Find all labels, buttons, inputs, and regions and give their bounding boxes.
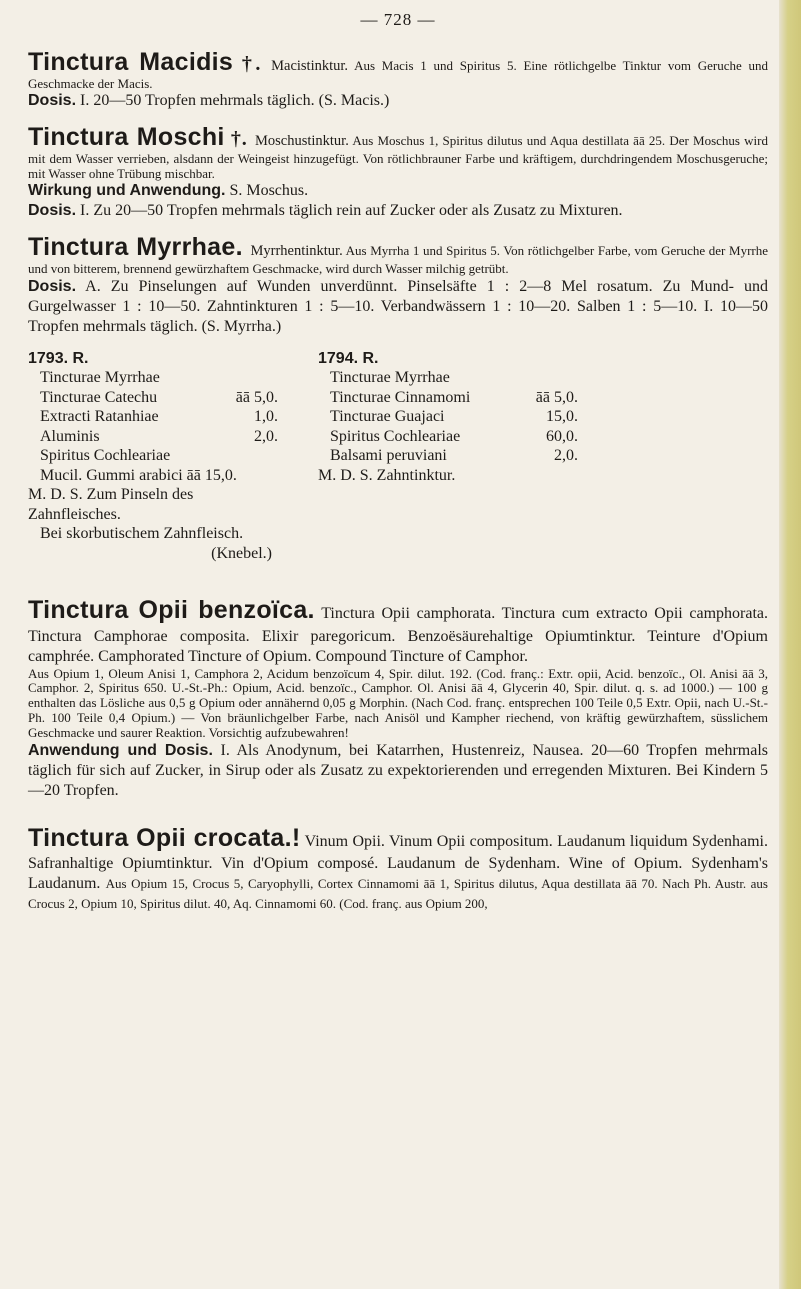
dosis-label: Dosis. — [28, 202, 77, 220]
page-edge — [779, 0, 801, 1289]
recipe-number: 1793. R. — [28, 349, 89, 367]
recipe-1794 — [318, 349, 578, 564]
entry-title: Tinctura Macidis — [28, 48, 234, 76]
recipe-row: Aluminis 2,0. — [40, 427, 278, 445]
synonym: Macistinktur. — [271, 58, 349, 74]
recipe-row: Tincturae Guajaci 15,0. — [330, 408, 578, 426]
entry-macidis — [28, 48, 768, 111]
entry-title: Tinctura Myrrhae. — [28, 233, 243, 262]
anwendung-label: Anwendung und Dosis. — [28, 741, 213, 759]
entry-opii-benzoica — [28, 595, 768, 800]
entry-title: Tinctura Opii crocata.! — [28, 823, 301, 852]
wirkung-label: Wirkung und Anwendung. — [28, 182, 226, 200]
synonym: Moschustinktur. — [254, 133, 349, 150]
entry-title: Tinctura Moschi — [28, 123, 225, 152]
anwendung-text: I. Als Anodynum, bei Katarrhen, Hustenreiz, Nausea. 20—60 Tropfen mehrmals täglich für sich auf Zucker, in Sirup oder als Zusatz zu expektorierenden und erregenden Mixturen. Bei Kindern 5—20 Tropfen. — [28, 741, 769, 799]
composition: Aus Opium 15, Crocus 5, Caryophylli, Cortex Cinnamomi āā 1, Spiritus dilutus, Aqua destillata āā 70. Nach Ph. Austr. aus Crocus 2, Opium 10, Spiritus dilut. 40, Aq. Cinnamomi 60. (Cod. franç. aus Opium 200, — [28, 875, 768, 911]
dosis-text: I. 20—50 Tropfen mehrmals täglich. (S. Macis.) — [80, 92, 390, 110]
recipe-author: (Knebel.) — [211, 544, 272, 562]
recipe-row: Tincturae Cinnamomi āā 5,0. — [330, 388, 578, 406]
recipe-row: Spiritus Cochleariae — [40, 447, 171, 465]
dosis-text: I. Zu 20—50 Tropfen mehrmals täglich rein auf Zucker oder als Zusatz zu Mixturen. — [80, 202, 623, 220]
recipe-row: Spiritus Cochleariae 60,0. — [330, 427, 578, 445]
recipe-row: Tincturae Myrrhae — [40, 369, 160, 387]
recipes-block — [28, 349, 768, 564]
recipe-number: 1794. R. — [318, 349, 379, 367]
synonym: Myrrhentinktur. — [250, 243, 343, 260]
recipe-row: Tincturae Myrrhae — [330, 369, 450, 387]
description: Aus Myrrha 1 und Spiritus 5. Von rötlichgelber Farbe, vom Geruche der Myrrhe und von bitterem, brennend gewürzhaftem Geschmacke, wird durch Wasser milchig getrübt. — [28, 243, 768, 276]
recipe-signa: M. D. S. Zahntinktur. — [318, 466, 456, 484]
description: Aus Moschus 1, Spiritus dilutus und Aqua destillata āā 25. Der Moschus wird mit dem Wasser verrieben, alsdann der Weingeist hinzugefügt. Von rötlichbrauner Farbe und kräftigem, durchdringendem Moschusgeruche; mit Wasser ohne Trübung mischbar. — [28, 133, 768, 181]
recipe-note: Bei skorbutischem Zahnfleisch. — [40, 525, 244, 543]
dosis-label: Dosis. — [28, 277, 77, 295]
entry-title: Tinctura Opii benzoïca. — [28, 596, 315, 625]
composition: Aus Opium 1, Oleum Anisi 1, Camphora 2, Acidum benzoïcum 4, Spir. dilut. 192. (Cod. franç.: Extr. opii, Acid. benzoïc., Ol. Anisi āā 3, Camphor. 2, Spiritus 650. U.-St.-Ph.: Opium, Acid. benzoïc., Camphor. Ol. Anisi āā 4, Glycerin 40, Spir. dilut. q. s. ad 1000.) — 100 g enthalten das Lösliche aus 0,5 g Opium oder annähernd 0,05 g Morphin. (Nach Cod. franç. entsprechen 100 Teile 0,5 Extr. Opii, nach U.-St.-Ph. 100 Teile 0,4 Opium.) — Von bräunlichgelber Farbe, nach Anisöl und Kampher riechend, von kräftig gewürzhaftem, süsslichem Geschmacke und saurer Reaktion. Vorsichtig aufzubewahren! — [28, 665, 768, 740]
entry-myrrhae — [28, 233, 768, 336]
dagger-mark: †. — [230, 128, 247, 151]
synonyms: Tinctura Opii camphorata. Tinctura cum extracto Opii camphorata. Tinctura Camphorae composita. Elixir paregoricum. Benzoësäurehaltige Opiumtinktur. Teinture d'Opium camphrée. Camphorated Tincture of Opium. Compound Tincture of Camphor. — [28, 605, 768, 665]
dosis-label: Dosis. — [28, 92, 77, 110]
recipe-signa: M. D. S. Zum Pinseln des Zahnfleisches. — [28, 486, 194, 523]
recipe-row: Tincturae Catechu āā 5,0. — [40, 388, 278, 406]
page — [28, 10, 768, 926]
recipe-row: Mucil. Gummi arabici āā 15,0. — [40, 466, 237, 484]
page-number: — 728 — — [360, 10, 436, 29]
recipe-1793 — [28, 349, 278, 564]
dosis-text: A. Zu Pinselungen auf Wunden unverdünnt. Pinselsäfte 1 : 2—8 Mel rosatum. Zu Mund- und Gurgelwasser 1 : 10—50. Zahntinkturen 1 : 5—10. Verbandwässern 1 : 10—20. Salben 1 : 5—10. I. 10—50 Tropfen mehrmals täglich. (S. Myrrha.) — [28, 277, 768, 335]
recipe-row: Extracti Ratanhiae 1,0. — [40, 408, 278, 426]
synonyms: Vinum Opii. Vinum Opii compositum. Laudanum liquidum Sydenhami. Safranhaltige Opiumtinktur. Vin d'Opium composé. Laudanum de Sydenham. Wine of Opium. Sydenham's Laudanum. — [28, 832, 769, 892]
wirkung-text: S. Moschus. — [229, 182, 309, 200]
dagger-mark: †. — [241, 53, 261, 75]
description: Aus Macis 1 und Spiritus 5. Eine rötlichgelbe Tinktur vom Geruche und Geschmacke der Macis. — [28, 58, 769, 91]
entry-opii-crocata — [28, 823, 768, 914]
recipe-row: Balsami peruviani 2,0. — [330, 447, 578, 465]
entry-moschi — [28, 123, 768, 221]
